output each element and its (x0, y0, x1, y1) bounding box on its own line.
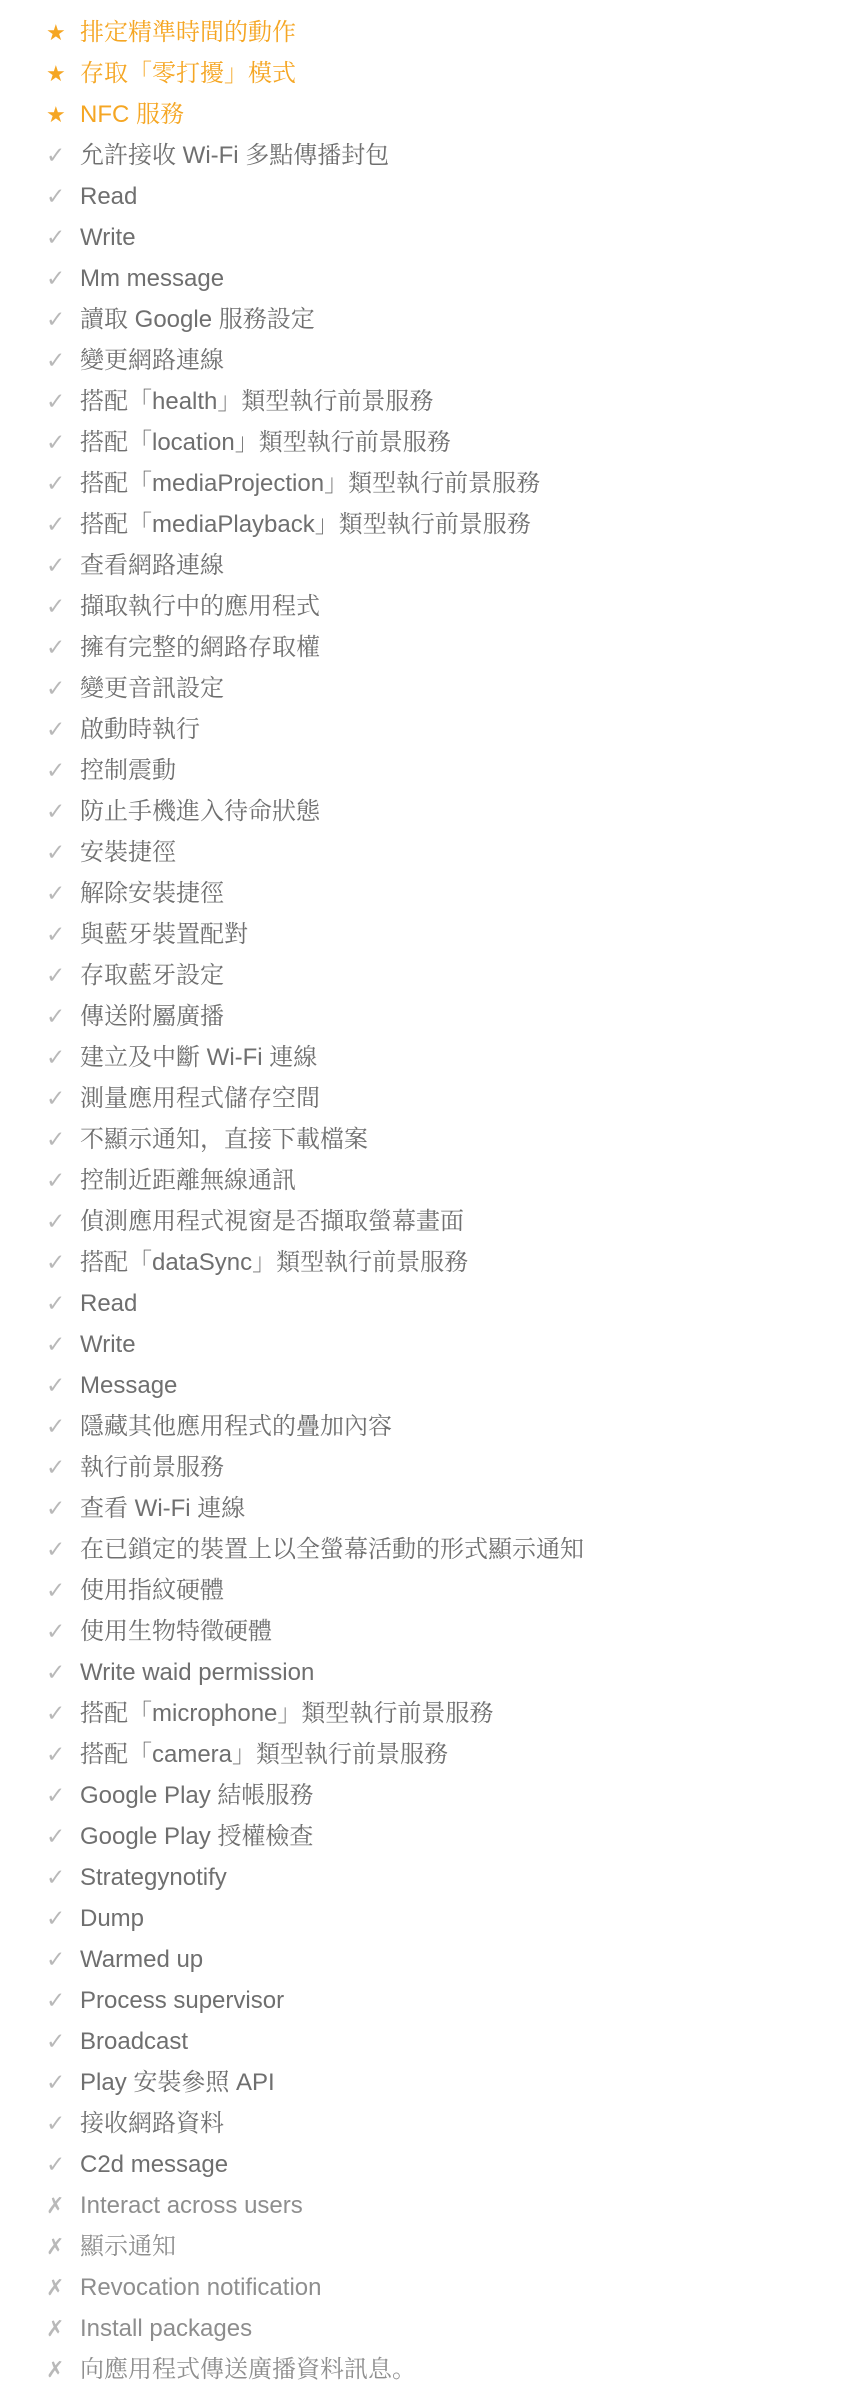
permission-label: 顯示通知 (80, 2233, 176, 2260)
permission-label: 安裝捷徑 (80, 839, 176, 866)
permission-row (0, 1816, 864, 1857)
check-icon: ✓ (46, 1577, 66, 1603)
permission-label: Interact across users (80, 2192, 303, 2219)
check-icon: ✓ (46, 2151, 66, 2177)
permission-label: 啟動時執行 (80, 716, 200, 743)
permission-row (0, 299, 864, 340)
permission-label: Write (80, 1331, 136, 1358)
permission-row (0, 258, 864, 299)
check-icon: ✓ (46, 2110, 66, 2136)
permission-row (0, 176, 864, 217)
permission-row (0, 2144, 864, 2185)
permission-row (0, 668, 864, 709)
check-icon: ✓ (46, 1249, 66, 1275)
check-icon: ✓ (46, 1864, 66, 1890)
permission-label: Revocation notification (80, 2274, 322, 2301)
permission-row (0, 1734, 864, 1775)
check-icon: ✓ (46, 265, 66, 291)
check-icon: ✓ (46, 1372, 66, 1398)
permission-label: C2d message (80, 2151, 229, 2178)
permission-label: Read (80, 183, 138, 210)
permission-label: 搭配「mediaProjection」類型執行前景服務 (80, 470, 541, 497)
cross-icon: ✗ (46, 2357, 65, 2382)
check-icon: ✓ (46, 388, 66, 414)
permission-row (0, 1529, 864, 1570)
permission-label: 變更網路連線 (80, 347, 224, 374)
check-icon: ✓ (46, 1495, 66, 1521)
permission-row (0, 586, 864, 627)
permission-label: 允許接收 Wi-Fi 多點傳播封包 (80, 142, 390, 169)
permission-row (0, 12, 864, 53)
permission-row (0, 1652, 864, 1693)
permission-label: Warmed up (80, 1946, 204, 1973)
permission-label: 查看網路連線 (80, 552, 224, 579)
cross-icon: ✗ (46, 2193, 65, 2218)
check-icon: ✓ (46, 1741, 66, 1767)
cross-icon: ✗ (46, 2234, 65, 2259)
permission-row (0, 1324, 864, 1365)
check-icon: ✓ (46, 1331, 66, 1357)
permission-row (0, 1693, 864, 1734)
permission-row (0, 545, 864, 586)
permission-row (0, 2062, 864, 2103)
permission-label: 變更音訊設定 (80, 675, 224, 702)
permission-row (0, 709, 864, 750)
check-icon: ✓ (46, 880, 66, 906)
check-icon: ✓ (46, 798, 66, 824)
permission-row (0, 1119, 864, 1160)
permission-label: 防止手機進入待命狀態 (80, 798, 320, 825)
permission-row (0, 996, 864, 1037)
permission-row (0, 1857, 864, 1898)
permission-row (0, 2185, 864, 2226)
permission-row (0, 750, 864, 791)
check-icon: ✓ (46, 675, 66, 701)
permission-label: 搭配「health」類型執行前景服務 (80, 388, 434, 415)
check-icon: ✓ (46, 183, 66, 209)
check-icon: ✓ (46, 921, 66, 947)
permission-label: 搭配「mediaPlayback」類型執行前景服務 (80, 511, 531, 538)
permission-row (0, 1365, 864, 1406)
permission-row (0, 504, 864, 545)
permission-label: 搭配「microphone」類型執行前景服務 (80, 1700, 494, 1727)
star-icon: ★ (46, 20, 66, 45)
permission-label: Write waid permission (80, 1659, 315, 1686)
permission-label: Dump (80, 1905, 145, 1932)
permission-row (0, 1488, 864, 1529)
check-icon: ✓ (46, 1659, 66, 1685)
check-icon: ✓ (46, 511, 66, 537)
check-icon: ✓ (46, 1167, 66, 1193)
permission-row (0, 1283, 864, 1324)
permission-row (0, 53, 864, 94)
permission-row (0, 1447, 864, 1488)
check-icon: ✓ (46, 142, 66, 168)
check-icon: ✓ (46, 757, 66, 783)
permission-label: 與藍牙裝置配對 (80, 921, 248, 948)
permission-row (0, 1570, 864, 1611)
permission-row (0, 2226, 864, 2267)
permission-label: 測量應用程式儲存空間 (80, 1085, 320, 1112)
permission-label: Install packages (80, 2315, 253, 2342)
check-icon: ✓ (46, 1044, 66, 1070)
permission-row (0, 340, 864, 381)
permission-label: 搭配「camera」類型執行前景服務 (80, 1741, 449, 1768)
check-icon: ✓ (46, 962, 66, 988)
permission-label: Play 安裝參照 API (80, 2069, 275, 2096)
permission-row (0, 2349, 864, 2390)
permission-row (0, 1078, 864, 1119)
permission-label: 隱藏其他應用程式的疊加內容 (80, 1413, 392, 1440)
check-icon: ✓ (46, 1454, 66, 1480)
check-icon: ✓ (46, 1003, 66, 1029)
permission-label: 排定精準時間的動作 (80, 19, 296, 46)
permission-row (0, 955, 864, 996)
check-icon: ✓ (46, 839, 66, 865)
check-icon: ✓ (46, 1946, 66, 1972)
permission-label: 執行前景服務 (80, 1454, 224, 1481)
permission-row (0, 2021, 864, 2062)
check-icon: ✓ (46, 1782, 66, 1808)
permission-row (0, 914, 864, 955)
permission-label: Process supervisor (80, 1987, 285, 2014)
check-icon: ✓ (46, 2069, 66, 2095)
permission-label: 使用生物特徵硬體 (80, 1618, 272, 1645)
permission-row (0, 94, 864, 135)
check-icon: ✓ (46, 1905, 66, 1931)
permission-label: NFC 服務 (80, 101, 184, 128)
permission-row (0, 135, 864, 176)
permission-row (0, 1980, 864, 2021)
permission-label: 查看 Wi-Fi 連線 (80, 1495, 246, 1522)
permission-row (0, 1201, 864, 1242)
check-icon: ✓ (46, 1618, 66, 1644)
check-icon: ✓ (46, 552, 66, 578)
permission-row (0, 2103, 864, 2144)
permission-row (0, 463, 864, 504)
permission-row (0, 217, 864, 258)
permission-label: 擷取執行中的應用程式 (80, 593, 320, 620)
permission-label: 偵測應用程式視窗是否擷取螢幕畫面 (80, 1208, 464, 1235)
check-icon: ✓ (46, 2028, 66, 2054)
check-icon: ✓ (46, 716, 66, 742)
permission-label: 建立及中斷 Wi-Fi 連線 (80, 1044, 318, 1071)
permission-row (0, 1037, 864, 1078)
permission-label: Strategynotify (80, 1864, 227, 1891)
check-icon: ✓ (46, 1700, 66, 1726)
permission-label: 接收網路資料 (80, 2110, 224, 2137)
permission-row (0, 1939, 864, 1980)
permission-label: 控制震動 (80, 757, 176, 784)
permission-label: 解除安裝捷徑 (80, 880, 224, 907)
check-icon: ✓ (46, 593, 66, 619)
check-icon: ✓ (46, 470, 66, 496)
permission-row (0, 1898, 864, 1939)
permission-row (0, 832, 864, 873)
permission-row (0, 1406, 864, 1447)
cross-icon: ✗ (46, 2316, 65, 2341)
check-icon: ✓ (46, 1413, 66, 1439)
permission-label: Message (80, 1372, 178, 1399)
permission-label: 存取「零打擾」模式 (80, 60, 296, 87)
permission-label: 使用指紋硬體 (80, 1577, 224, 1604)
permission-label: Broadcast (80, 2028, 189, 2055)
permission-label: 搭配「location」類型執行前景服務 (80, 429, 451, 456)
permission-row (0, 627, 864, 668)
check-icon: ✓ (46, 634, 66, 660)
permission-label: 不顯示通知，直接下載檔案 (80, 1126, 368, 1153)
check-icon: ✓ (46, 1987, 66, 2013)
permission-row (0, 1242, 864, 1283)
permission-label: 讀取 Google 服務設定 (80, 306, 315, 333)
permission-row (0, 1611, 864, 1652)
permission-label: 向應用程式傳送廣播資料訊息。 (80, 2356, 416, 2383)
check-icon: ✓ (46, 224, 66, 250)
permission-row (0, 1775, 864, 1816)
permission-row (0, 422, 864, 463)
permission-label: Mm message (80, 265, 225, 292)
check-icon: ✓ (46, 1536, 66, 1562)
check-icon: ✓ (46, 429, 66, 455)
permission-label: 傳送附屬廣播 (80, 1003, 224, 1030)
permission-label: Write (80, 224, 136, 251)
permission-label: 搭配「dataSync」類型執行前景服務 (80, 1249, 469, 1276)
check-icon: ✓ (46, 1126, 66, 1152)
permission-row (0, 1160, 864, 1201)
permission-label: 存取藍牙設定 (80, 962, 224, 989)
permission-label: 控制近距離無線通訊 (80, 1167, 296, 1194)
permission-row (0, 873, 864, 914)
check-icon: ✓ (46, 347, 66, 373)
permission-row (0, 2308, 864, 2349)
cross-icon: ✗ (46, 2275, 65, 2300)
permission-label: 擁有完整的網路存取權 (80, 634, 320, 661)
check-icon: ✓ (46, 1085, 66, 1111)
permission-label: Google Play 結帳服務 (80, 1782, 314, 1809)
check-icon: ✓ (46, 1208, 66, 1234)
check-icon: ✓ (46, 306, 66, 332)
permission-label: Google Play 授權檢查 (80, 1823, 314, 1850)
permission-row (0, 2267, 864, 2308)
permission-label: Read (80, 1290, 138, 1317)
star-icon: ★ (46, 61, 66, 86)
permission-row (0, 381, 864, 422)
check-icon: ✓ (46, 1290, 66, 1316)
permission-label: 在已鎖定的裝置上以全螢幕活動的形式顯示通知 (80, 1536, 584, 1563)
check-icon: ✓ (46, 1823, 66, 1849)
star-icon: ★ (46, 102, 66, 127)
permission-row (0, 791, 864, 832)
